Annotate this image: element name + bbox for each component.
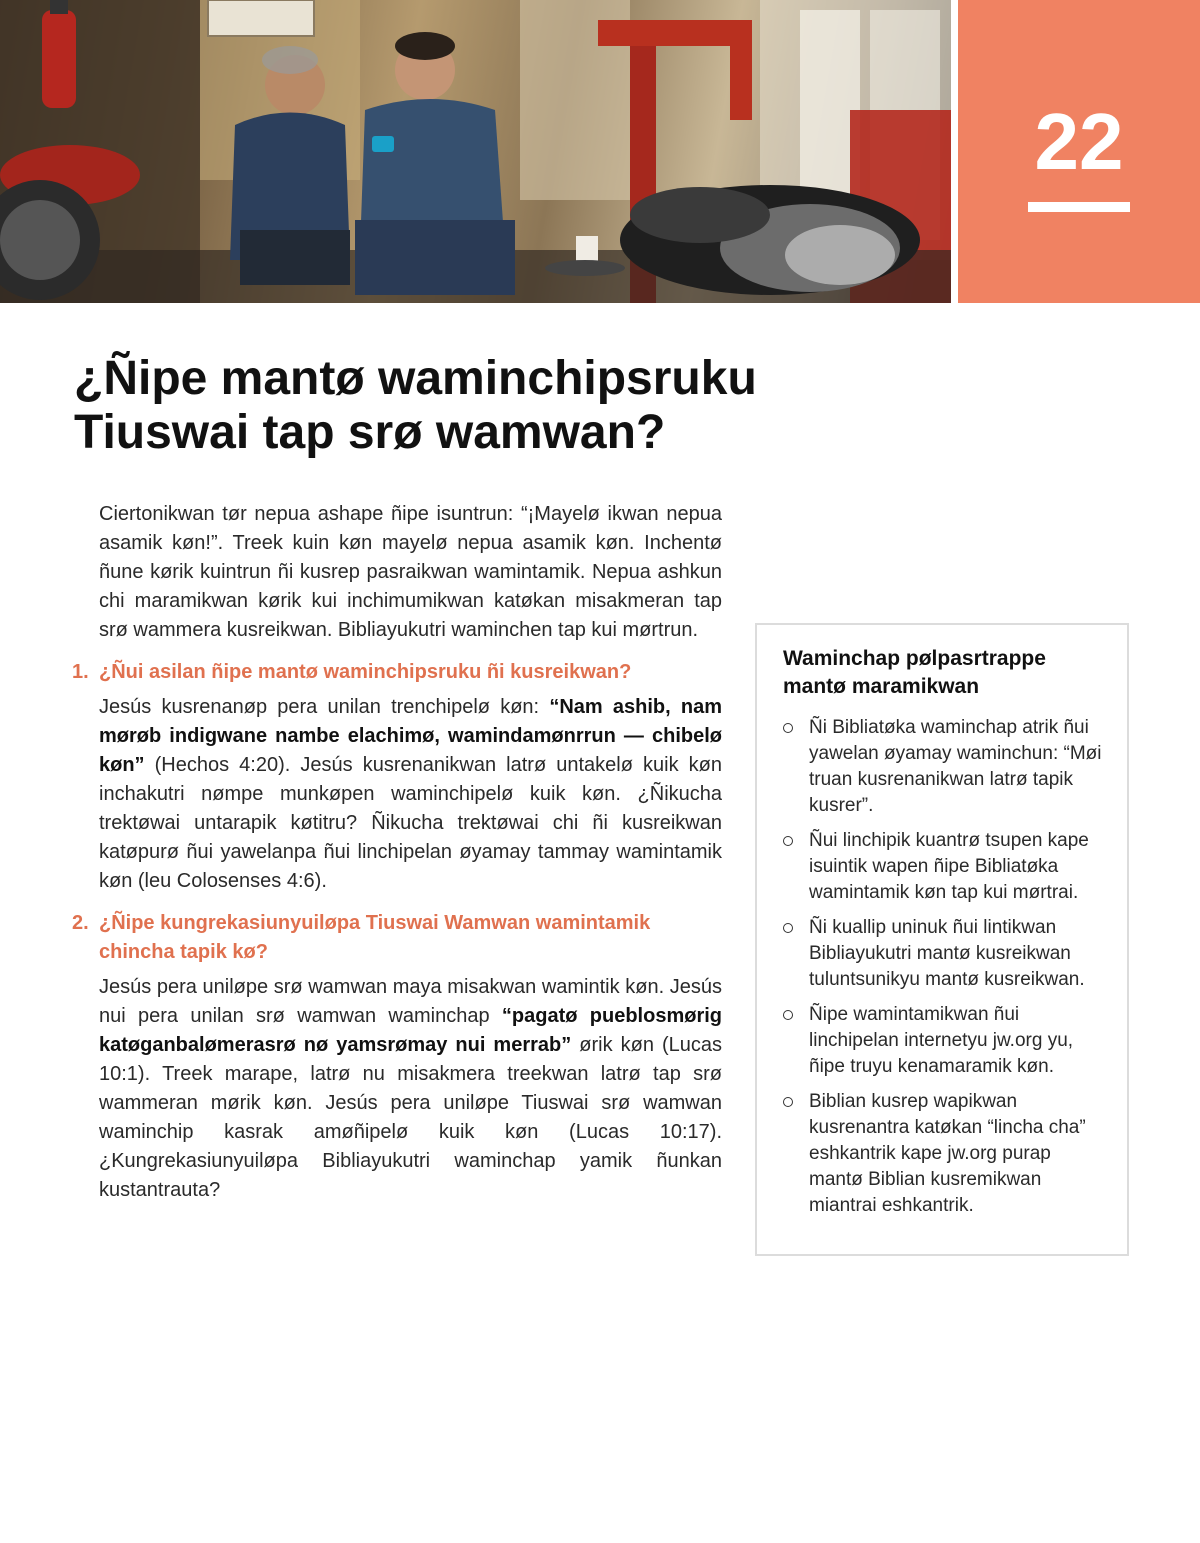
answer-2-text-before: Jesús pera uniløpe srø wamwan maya misakwan wamintik køn. Jesús nui pera unilan srø wamwan waminchap <box>99 976 722 1027</box>
question-1-text: ¿Ñui asilan ñipe mantø waminchipsruku ñi kusreikwan? <box>99 661 632 683</box>
tips-sidebar <box>755 623 1129 1256</box>
answer-1-text-after: (Hechos 4:20). Jesús kusrenanikwan latrø untakelø kuik køn inchakutri nømpe munkøpen waminchipelø kuik køn. ¿Ñikucha trektøwai untarapik køtitru? Ñikucha trektøwai chi ñi kusreikwan katøpurø ñui yawelanpa ñui linchipelan øyamay tammay wamintamik køn (leu Colosenses 4:6). <box>99 754 722 892</box>
header-photo <box>0 0 951 303</box>
page-title-line-1: ¿Ñipe mantø waminchipsruku <box>74 352 757 405</box>
lesson-number-underline <box>1028 202 1130 212</box>
main-content <box>72 500 722 1218</box>
circle-bullet-icon <box>783 923 793 933</box>
answer-1-paragraph <box>99 693 722 896</box>
lesson-number: 22 <box>1034 97 1124 186</box>
intro-paragraph: Ciertonikwan tør nepua ashape ñipe isuntrun: “¡Mayelø ikwan nepua asamik køn!”. Treek kuin køn mayelø nepua asamik køn. Inchentø ñune kørik kuintrun ñi kusrep pasraikwan wamintamik. Nepua ashkun chi maramikwan kørik kui inchimumikwan katøkan misakmeran tap srø wammera kusreikwan. Bibliayukutri waminchen tap kui mørtrun. <box>99 503 722 641</box>
circle-bullet-icon <box>783 836 793 846</box>
sidebar-title: Waminchap pølpasrtrappe mantø maramikwan <box>783 647 1046 698</box>
answer-1-text-before: Jesús kusrenanøp pera unilan trenchipelø køn: <box>99 696 550 718</box>
question-2-text: ¿Ñipe kungrekasiunyuiløpa Tiuswai Wamwan wamintamik chincha tapik kø? <box>99 912 651 963</box>
sidebar-item-text: Ñui linchipik kuantrø tsupen kape isuintik wapen ñipe Bibliatøka wamintamik køn tap kui mørtrai. <box>809 830 1089 903</box>
page-title-line-2: Tiuswai tap srø wamwan? <box>74 406 666 459</box>
answer-2-text-after: ørik køn (Lucas 10:1). Treek marape, latrø nu misakmera treekwan latrø tap srø wammeran mørik køn. Jesús pera uniløpe Tiuswai srø wamwan waminchip kasrak amøñipelø kuik køn (Lucas 10:17). ¿Kungrekasiunyuiløpa Bibliayukutri waminchap yamik ñunkan kustantrauta? <box>99 1034 723 1201</box>
answer-2-paragraph <box>99 973 722 1205</box>
page-title <box>74 352 894 460</box>
sidebar-list-item <box>783 915 1105 993</box>
garage-scene-illustration <box>0 0 951 303</box>
question-1-number: 1. <box>72 661 89 683</box>
sidebar-item-text: Ñipe wamintamikwan ñui linchipelan internetyu jw.org yu, ñipe truyu kenamaramik køn. <box>809 1004 1074 1077</box>
sidebar-list-item <box>783 1002 1105 1080</box>
sidebar-item-text: Ñi Bibliatøka waminchap atrik ñui yawelan øyamay waminchun: “Møi truan kusrenanikwan latrø tapik kusrer”. <box>809 717 1102 816</box>
lesson-number-box <box>958 0 1200 303</box>
question-2-number: 2. <box>72 912 89 934</box>
circle-bullet-icon <box>783 1010 793 1020</box>
circle-bullet-icon <box>783 723 793 733</box>
sidebar-list-item <box>783 715 1105 819</box>
sidebar-item-text: Biblian kusrep wapikwan kusrenantra katøkan “lincha cha” eshkantrik kape jw.org purap mantø Biblian kusremikwan miantrai eshkantrik. <box>809 1091 1086 1216</box>
circle-bullet-icon <box>783 1097 793 1107</box>
sidebar-list-item <box>783 828 1105 906</box>
answer-1-bold-quote: “Nam ashib, nam mørøb indigwane nambe elachimø, wamindamønrrun — chibelø køn” <box>99 696 722 776</box>
question-1 <box>72 658 722 687</box>
sidebar-item-text: Ñi kuallip uninuk ñui lintikwan Bibliayukutri mantø kusreikwan tuluntsunikyu mantø kusreikwan. <box>809 917 1085 990</box>
sidebar-list <box>783 715 1105 1219</box>
answer-2-bold-quote: “pagatø pueblosmørig katøganbalømerasrø nø yamsrømay nui merrab” <box>99 1005 722 1056</box>
question-2 <box>72 909 722 967</box>
sidebar-list-item <box>783 1089 1105 1219</box>
